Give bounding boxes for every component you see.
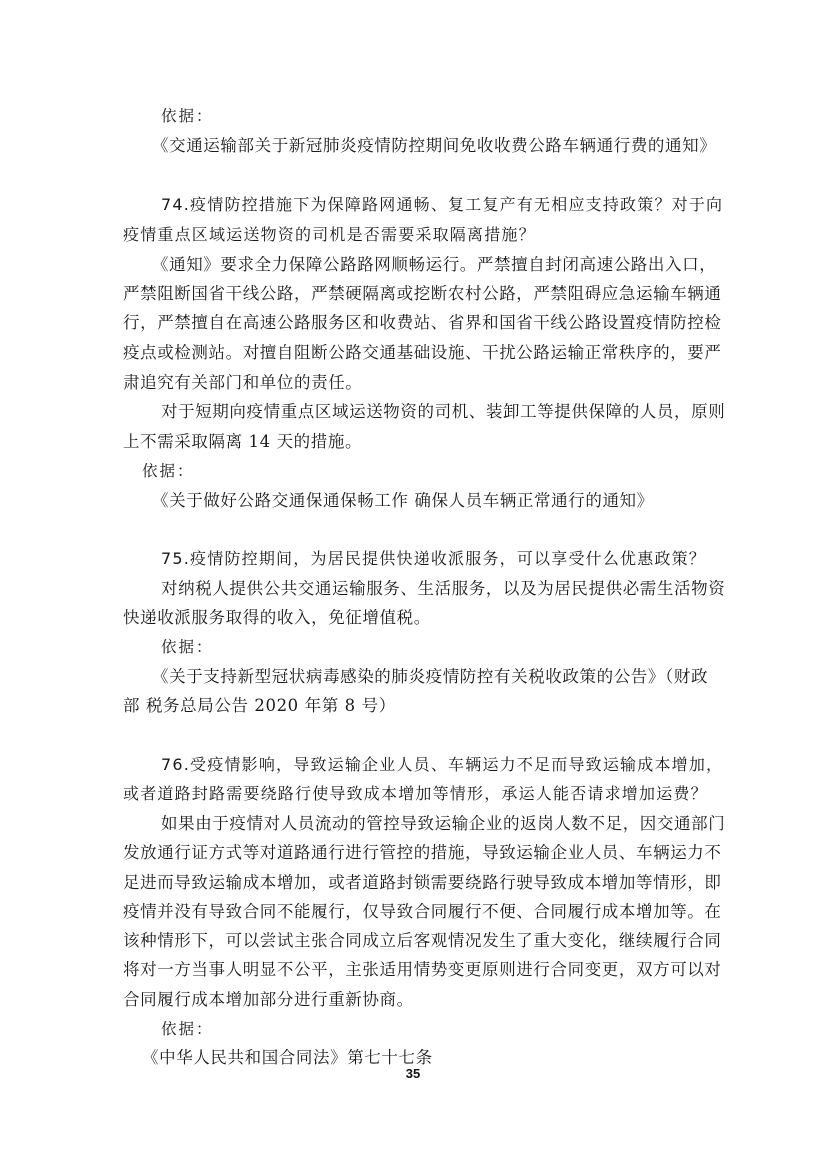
basis-source-76: 《中华人民共和国合同法》第七十七条 bbox=[142, 1048, 433, 1067]
basis-source-74: 《关于做好公路交通保通保畅工作 确保人员车辆正常通行的通知》 bbox=[152, 491, 654, 510]
basis-label-76: 依据： bbox=[161, 1020, 214, 1038]
question-76-line-2: 或者道路封路需要绕路行使导致成本增加等情形，承运人能否请求增加运费？ bbox=[123, 784, 708, 803]
answer-75-line-1: 对纳税人提供公共交通运输服务、生活服务，以及为居民提供必需生活物资 bbox=[161, 579, 726, 598]
basis-source-75-line-1: 《关于支持新型冠状病毒感染的肺炎疫情防控有关税收政策的公告》（财政 bbox=[152, 667, 709, 686]
basis-source: 《交通运输部关于新冠肺炎疫情防控期间免收收费公路车辆通行费的通知》 bbox=[152, 136, 717, 155]
basis-label: 依据： bbox=[161, 107, 214, 125]
answer-74-line-1: 《通知》要求全力保障公路路网顺畅运行。严禁擅自封闭高速公路出入口， bbox=[152, 255, 717, 274]
answer-76-line-7: 合同履行成本增加部分进行重新协商。 bbox=[123, 990, 414, 1009]
page-number: 35 bbox=[405, 1066, 421, 1081]
basis-label-75: 依据： bbox=[161, 638, 214, 656]
answer-74-line-4: 疫点或检测站。对擅自阻断公路交通基础设施、干扰公路运输正常秩序的，要严 bbox=[123, 343, 722, 362]
answer-76-line-4: 疫情并没有导致合同不能履行，仅导致合同履行不便、合同履行成本增加等。在 bbox=[123, 902, 722, 921]
answer-74-line-7: 上不需采取隔离 14 天的措施。 bbox=[123, 432, 363, 451]
question-74-line-2: 疫情重点区域运送物资的司机是否需要采取隔离措施？ bbox=[123, 225, 536, 244]
question-76-line-1: 76.受疫情影响，导致运输企业人员、车辆运力不足而导致运输成本增加， bbox=[161, 755, 724, 774]
basis-source-75-line-2: 部 税务总局公告 2020 年第 8 号） bbox=[123, 696, 396, 715]
answer-75-line-2: 快递收派服务取得的收入，免征增值税。 bbox=[123, 608, 431, 627]
answer-74-line-5: 肃追究有关部门和单位的责任。 bbox=[123, 373, 363, 392]
answer-76-line-3: 足进而导致运输成本增加，或者道路封锁需要绕路行驶导致成本增加等情形，即 bbox=[123, 873, 722, 892]
answer-74-line-3: 行，严禁擅自在高速公路服务区和收费站、省界和国省干线公路设置疫情防控检 bbox=[123, 313, 722, 332]
answer-76-line-6: 将对一方当事人明显不公平，主张适用情势变更原则进行合同变更，双方可以对 bbox=[123, 960, 722, 979]
question-74-line-1: 74.疫情防控措施下为保障路网通畅、复工复产有无相应支持政策？对于向 bbox=[161, 195, 724, 214]
answer-74-line-2: 严禁阻断国省干线公路，严禁硬隔离或挖断农村公路，严禁阻碍应急运输车辆通 bbox=[123, 284, 722, 303]
answer-76-line-5: 该种情形下，可以尝试主张合同成立后客观情况发生了重大变化，继续履行合同 bbox=[123, 931, 722, 950]
answer-74-line-6: 对于短期向疫情重点区域运送物资的司机、装卸工等提供保障的人员，原则 bbox=[161, 402, 726, 421]
answer-76-line-2: 发放通行证方式等对道路通行进行管控的措施，导致运输企业人员、车辆运力不 bbox=[123, 843, 722, 862]
basis-label-74: 依据： bbox=[142, 462, 195, 480]
question-75: 75.疫情防控期间，为居民提供快递收派服务，可以享受什么优惠政策？ bbox=[161, 549, 707, 568]
answer-76-line-1: 如果由于疫情对人员流动的管控导致运输企业的返岗人数不足，因交通部门 bbox=[161, 814, 726, 833]
